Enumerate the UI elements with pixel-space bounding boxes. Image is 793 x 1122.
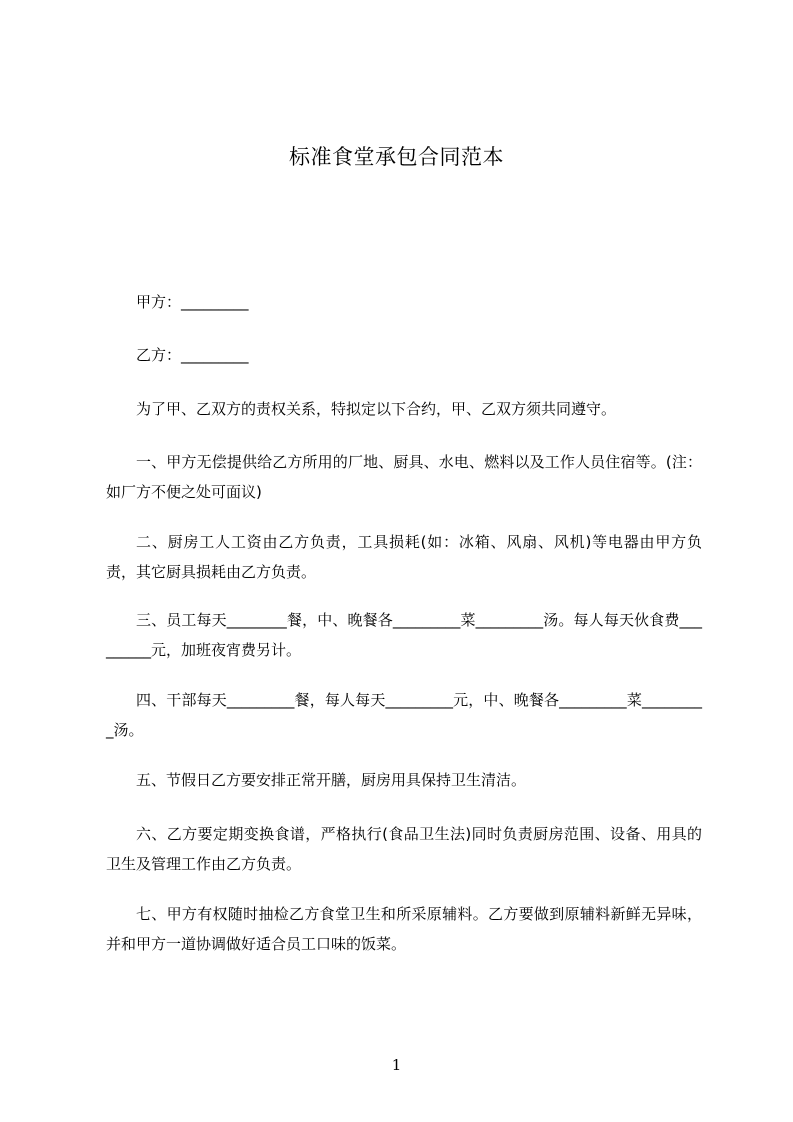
page-number: 1 [391,1056,402,1074]
clause-6: 六、乙方要定期变换食谱，严格执行(食品卫生法)同时负责厨房范围、设备、用具的卫生及管理工作由乙方负责。 [106,825,702,873]
clause-7: 七、甲方有权随时抽检乙方食堂卫生和所采原辅料。乙方要做到原辅料新鲜无异味，并和甲方一道协调做好适合员工口味的饭菜。 [106,905,702,953]
clause-3: 三、员工每天________餐，中、晚餐各_________菜_________汤。每人每天伙食费_________元，加班夜宵费另计。 [106,611,702,659]
intro-paragraph: 为了甲、乙双方的责权关系，特拟定以下合约，甲、乙双方须共同遵守。 [136,400,617,418]
clause-2: 二、厨房工人工资由乙方负责，工具损耗(如：冰箱、风扇、风机)等电器由甲方负责，其它厨具损耗由乙方负责。 [106,533,702,581]
document-title: 标准食堂承包合同范本 [289,145,504,169]
clause-4: 四、干部每天_________餐，每人每天_________元，中、晚餐各_________菜_________汤。 [106,691,702,739]
clause-1: 一、甲方无偿提供给乙方所用的厂地、厨具、水电、燃料以及工作人员住宿等。(注：如厂方不便之处可面议) [106,453,702,501]
clause-5: 五、节假日乙方要安排正常开膳，厨房用具保持卫生清洁。 [136,771,527,789]
party-a-line: 甲方：_________ [136,293,249,311]
party-b-line: 乙方：_________ [136,346,249,364]
